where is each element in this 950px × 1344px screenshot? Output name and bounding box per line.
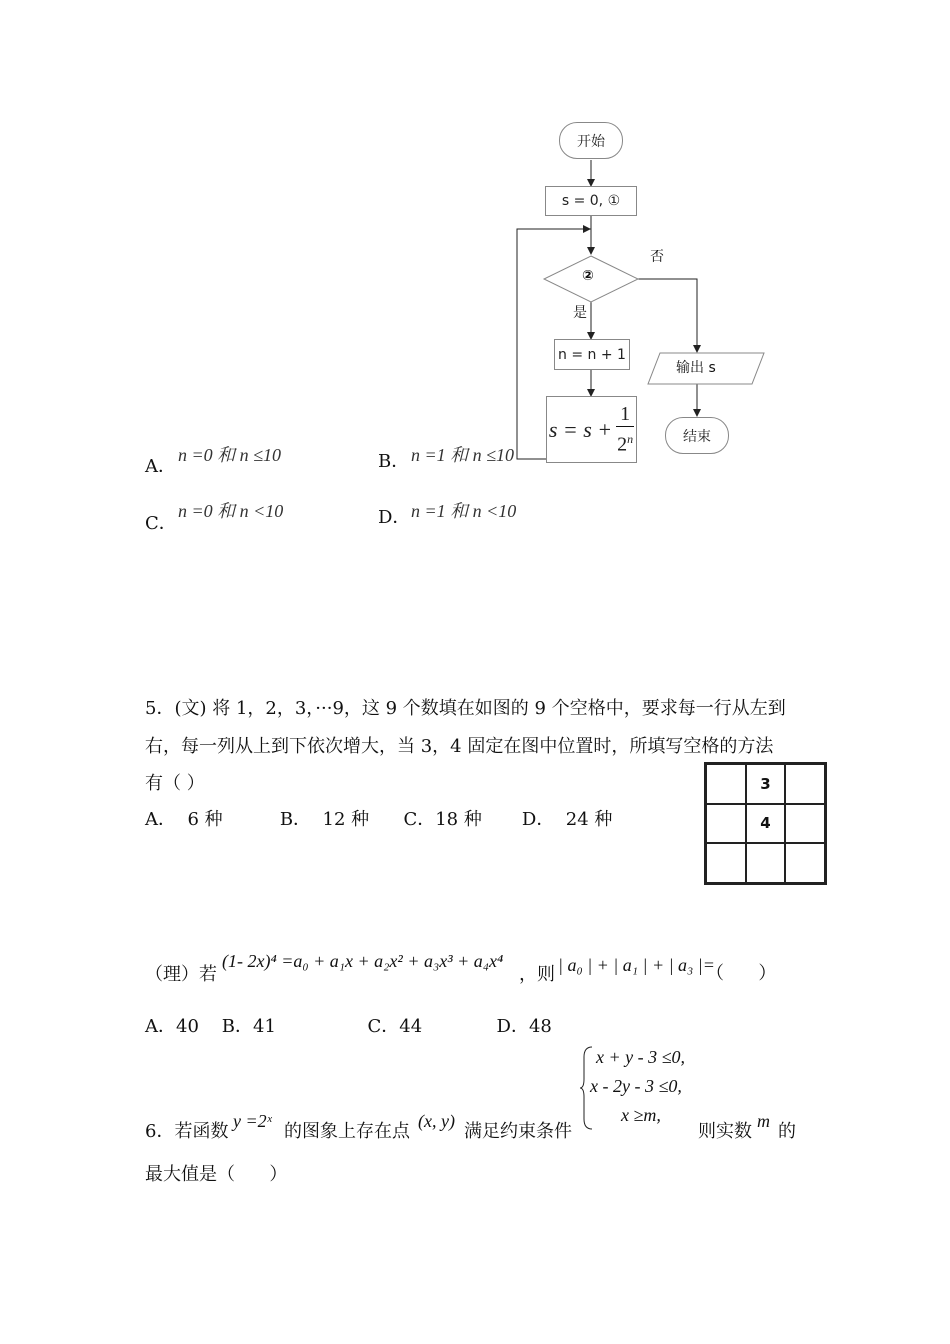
flowchart-condition: ② — [582, 268, 594, 284]
q5-line-3: 有（ ） — [145, 773, 205, 794]
flowchart — [0, 0, 950, 480]
grid-cell — [706, 843, 746, 883]
q5li-mid: ，则 — [519, 964, 555, 985]
q6-constraint-1: x + y - 3 ≤0, — [596, 1047, 685, 1067]
q6-tail2: 的 — [778, 1121, 796, 1142]
flowchart-start: 开始 — [559, 122, 623, 159]
q5-line-1: 5．(文) 将 1，2，3，···9，这 9 个数填在如图的 9 个空格中，要求每一行从左到 — [145, 698, 786, 719]
q4-option-b-letter: B． — [378, 451, 410, 472]
q5li-paren: （ ） — [706, 963, 777, 984]
flowchart-increment: n = n + 1 — [554, 339, 630, 370]
q4-option-c-text: n =0 和 n <10 — [178, 501, 284, 521]
q6-mid: 的图象上存在点 — [284, 1121, 410, 1142]
q4-option-a-text: n =0 和 n ≤10 — [178, 445, 282, 465]
grid-cell — [785, 804, 825, 844]
q6-tail: 则实数 — [698, 1121, 752, 1142]
grid-cell — [706, 804, 746, 844]
arrow-cond-output — [638, 279, 697, 352]
grid-cell — [706, 764, 746, 804]
q6-constraint-2: x - 2y - 3 ≤0, — [590, 1076, 682, 1096]
flowchart-end: 结束 — [665, 417, 729, 454]
q5-line-2: 右，每一列从上到下依次增大，当 3，4 固定在图中位置时，所填写空格的方法 — [145, 736, 774, 757]
q5li-expression: (1- 2x)⁴ =a₀ + a₁x + a₂x² + a₃x³ + a₄x⁴ — [222, 951, 504, 971]
update-lhs: s = s + — [548, 416, 613, 442]
grid-cell — [785, 843, 825, 883]
grid-cell: 3 — [746, 764, 786, 804]
q5-grid — [704, 762, 827, 885]
q6-constraint-3: x ≥m, — [621, 1105, 661, 1125]
q6-point: (x, y) — [418, 1111, 455, 1131]
q6-prefix: 6．若函数 — [145, 1121, 229, 1142]
q4-option-b-text: n =1 和 n ≤10 — [411, 445, 515, 465]
update-numerator: 1 — [616, 402, 634, 427]
grid-cell — [746, 843, 786, 883]
flowchart-no-label: 否 — [650, 249, 664, 265]
flowchart-init: s = 0, ① — [545, 186, 637, 216]
q5li-options: A．40 B．41 C．44 D．48 — [145, 1016, 552, 1037]
q4-option-c-letter: C． — [145, 513, 177, 534]
grid-cell — [785, 764, 825, 804]
q6-mid2: 满足约束条件 — [464, 1121, 572, 1142]
update-denominator: 2 — [617, 433, 628, 456]
update-exponent: n — [627, 432, 634, 447]
q4-option-a-letter: A． — [145, 456, 176, 477]
q6-function: y =2ˣ — [233, 1111, 272, 1131]
q6-var-m: m — [757, 1111, 770, 1131]
flowchart-yes-label: 是 — [573, 305, 587, 321]
q5-options: A． 6 种 B． 12 种 C．18 种 D． 24 种 — [145, 809, 613, 830]
q5li-prefix: （理）若 — [145, 964, 217, 985]
q4-option-d-letter: D． — [378, 507, 411, 528]
grid-cell: 4 — [746, 804, 786, 844]
q6-line-2: 最大值是（ ） — [145, 1164, 288, 1185]
q5li-abs-sum: | a₀ | + | a₁ | + | a₃ |= — [558, 955, 715, 975]
flowchart-output: 输出 s — [676, 360, 716, 376]
q4-option-d-text: n =1 和 n <10 — [411, 501, 517, 521]
flowchart-update — [546, 396, 637, 463]
